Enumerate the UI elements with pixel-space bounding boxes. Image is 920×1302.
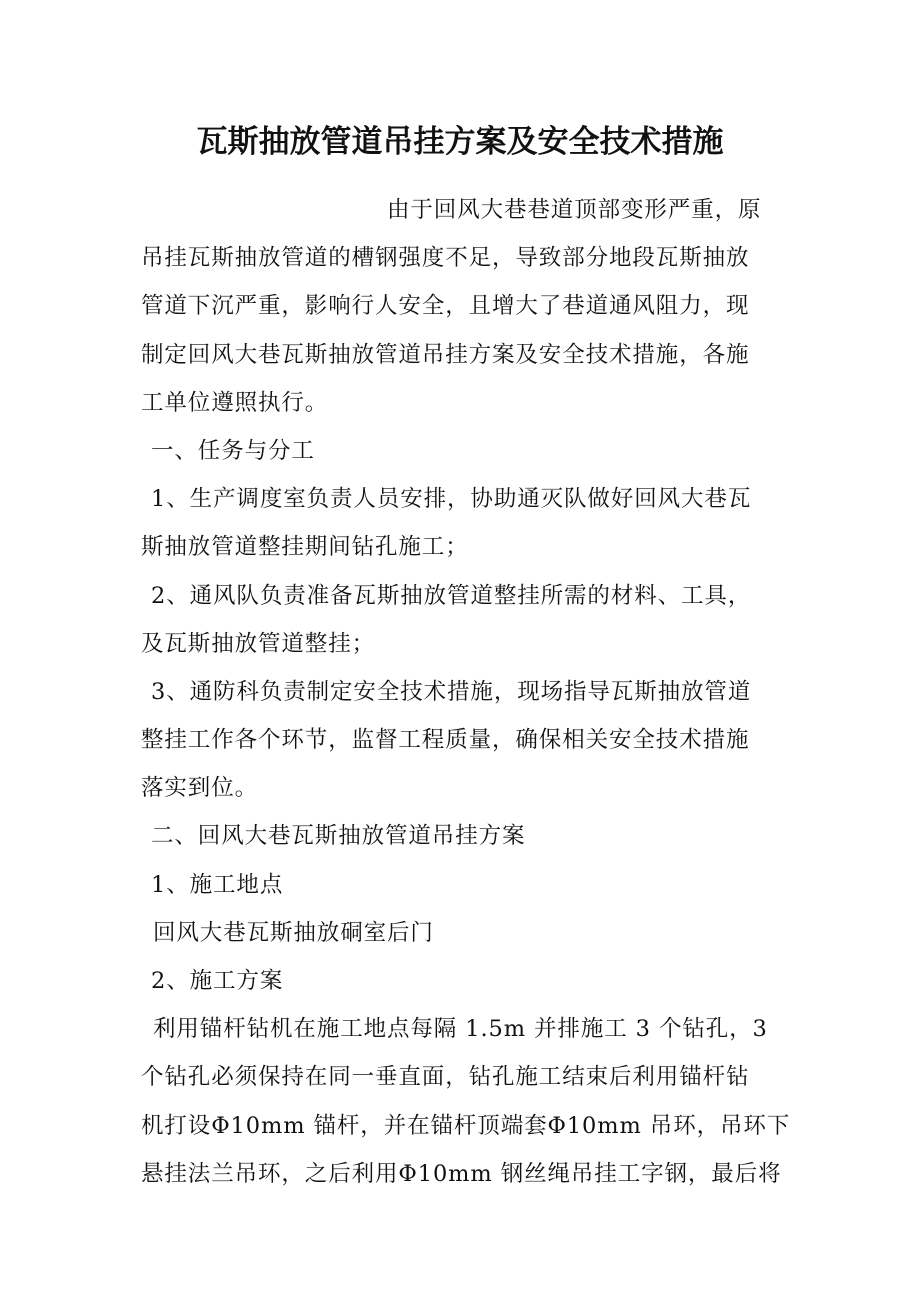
paragraph-intro-line-3: 管道下沉严重，影响行人安全，且增大了巷道通风阻力，现 xyxy=(141,293,750,320)
task-item-2-line-2: 及瓦斯抽放管道整挂； xyxy=(141,630,376,657)
construction-site-text: 回风大巷瓦斯抽放硐室后门 xyxy=(153,919,434,946)
document-body xyxy=(141,186,791,1198)
construction-plan-line-4: 悬挂法兰吊环，之后利用Φ10mm 钢丝绳吊挂工字钢，最后将 xyxy=(141,1160,782,1187)
subheading-construction-site: 1、施工地点 xyxy=(151,871,284,898)
construction-plan-line-3: 机打设Φ10mm 锚杆，并在锚杆顶端套Φ10mm 吊环，吊环下 xyxy=(141,1112,791,1139)
subheading-construction-plan: 2、施工方案 xyxy=(151,968,284,994)
section-heading-2: 二、回风大巷瓦斯抽放管道吊挂方案 xyxy=(151,823,526,850)
paragraph-intro-line-4: 制定回风大巷瓦斯抽放管道吊挂方案及安全技术措施，各施 xyxy=(141,341,750,368)
task-item-3-line-1: 3、通防科负责制定安全技术措施，现场指导瓦斯抽放管道 xyxy=(151,678,752,705)
task-item-2-line-1: 2、通风队负责准备瓦斯抽放管道整挂所需的材料、工具， xyxy=(151,582,752,609)
task-item-3-line-2: 整挂工作各个环节，监督工程质量，确保相关安全技术措施 xyxy=(141,727,750,754)
task-item-1-line-2: 斯抽放管道整挂期间钻孔施工； xyxy=(141,534,469,561)
construction-plan-line-1: 利用锚杆钻机在施工地点每隔 1.5m 并排施工 3 个钻孔，3 xyxy=(153,1016,768,1043)
task-item-1-line-1: 1、生产调度室负责人员安排，协助通灭队做好回风大巷瓦 xyxy=(151,486,752,513)
section-heading-1: 一、任务与分工 xyxy=(151,437,315,464)
paragraph-intro-line-5: 工单位遵照执行。 xyxy=(141,389,329,416)
document-title: 瓦斯抽放管道吊挂方案及安全技术措施 xyxy=(196,124,724,160)
paragraph-intro-line-1: 由于回风大巷巷道顶部变形严重，原 xyxy=(387,197,762,223)
construction-plan-line-2: 个钻孔必须保持在同一垂直面，钻孔施工结束后利用锚杆钻 xyxy=(141,1064,750,1091)
paragraph-intro-line-2: 吊挂瓦斯抽放管道的槽钢强度不足，导致部分地段瓦斯抽放 xyxy=(141,245,750,272)
task-item-3-line-3: 落实到位。 xyxy=(141,775,259,802)
